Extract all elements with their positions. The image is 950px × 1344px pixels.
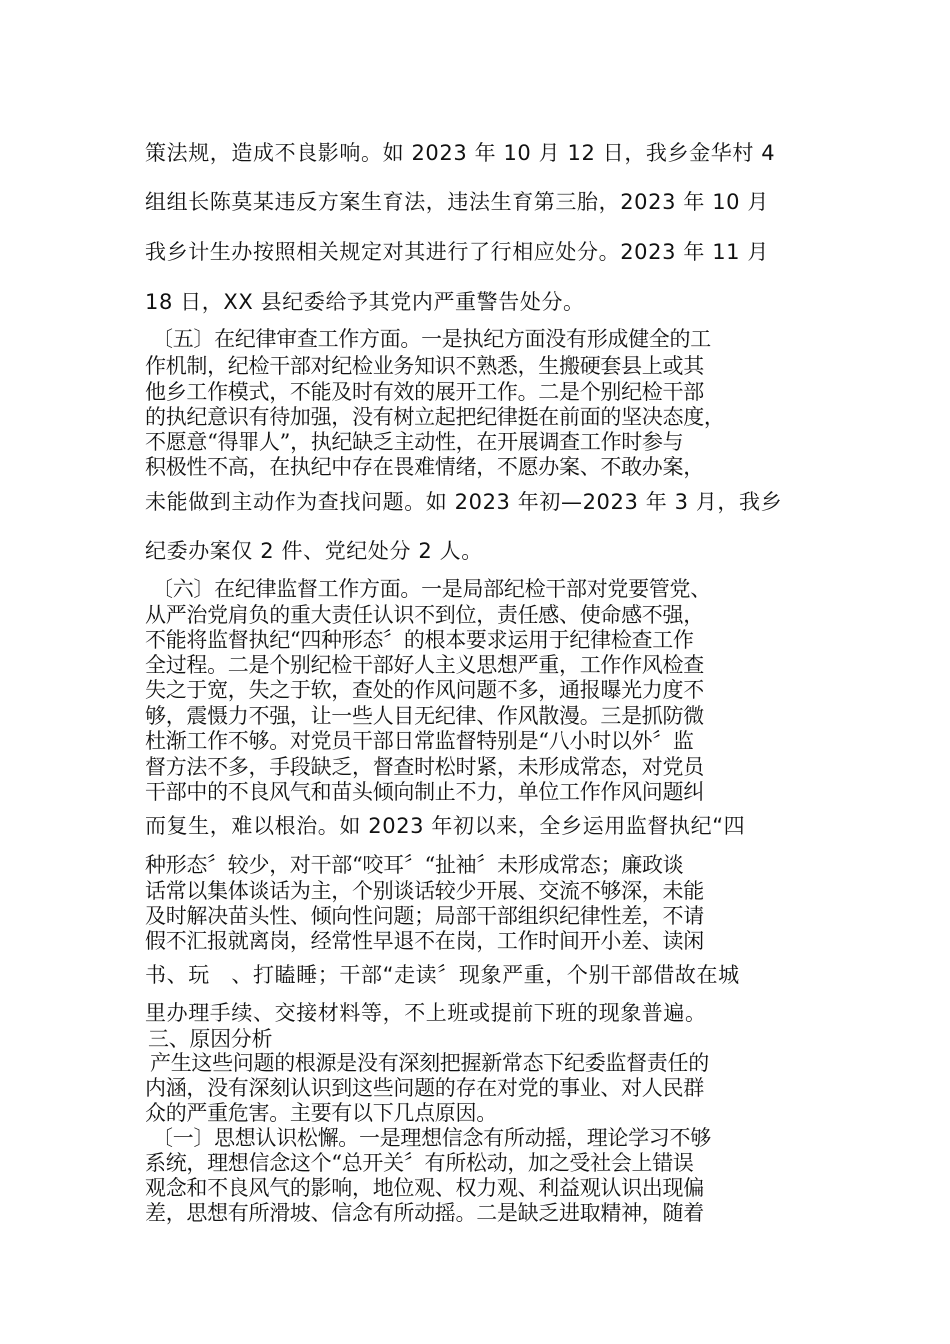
text-line: 内涵，没有深刻认识到这些问题的存在对党的事业、对人民群 — [145, 1076, 704, 1100]
text-line: 产生这些问题的根源是没有深刻把握新常态下纪委监督责任的 — [150, 1051, 709, 1075]
text-line: 组组长陈莫某违反方案生育法，违法生育第三胎，2023 年 10 月 — [145, 190, 769, 214]
text-line: 从严治党肩负的重大责任认识不到位，责任感、使命感不强， — [145, 603, 704, 627]
text-line: 书、玩 、打瞌睡；干部“走读〞现象严重，个别干部借故在城 — [145, 963, 740, 987]
text-line: 众的严重危害。主要有以下几点原因。 — [145, 1101, 497, 1125]
text-line: 未能做到主动作为查找问题。如 2023 年初—2023 年 3 月，我乡 — [145, 490, 783, 514]
text-line: 失之于宽，失之于软，查处的作风问题不多，通报曝光力度不 — [145, 678, 704, 702]
text-line: 不能将监督执纪“四种形态〞的根本要求运用于纪律检查工作 — [145, 628, 694, 652]
text-line: 纪委办案仅 2 件、党纪处分 2 人。 — [145, 539, 483, 563]
text-line: 差，思想有所滑坡、信念有所动摇。二是缺乏进取精神，随着 — [145, 1201, 704, 1225]
text-line: 督方法不多，手段缺乏，督查时松时紧，未形成常态，对党员 — [145, 755, 704, 779]
text-line: 不愿意“得罪人”，执纪缺乏主动性，在开展调查工作时参与 — [145, 430, 684, 454]
text-line: 全过程。二是个别纪检干部好人主义思想严重，工作作风检查 — [145, 653, 704, 677]
text-line: 假不汇报就离岗，经常性早退不在岗，工作时间开小差、读闲 — [145, 929, 704, 953]
text-line: 的执纪意识有待加强，没有树立起把纪律挺在前面的坚决态度， — [145, 405, 725, 429]
text-line: 杜渐工作不够。对党员干部日常监督特别是“八小时以外〞监 — [145, 729, 694, 753]
text-line: 系统，理想信念这个“总开关〞有所松动，加之受社会上错误 — [145, 1151, 694, 1175]
text-line: 策法规，造成不良影响。如 2023 年 10 月 12 日，我乡金华村 4 — [145, 141, 776, 165]
text-line: 观念和不良风气的影响，地位观、权力观、利益观认识出现偏 — [145, 1176, 704, 1200]
text-line: 〔六〕在纪律监督工作方面。一是局部纪检干部对党要管党、 — [152, 577, 711, 601]
text-line: 作机制，纪检干部对纪检业务知识不熟悉，生搬硬套县上或其 — [145, 354, 704, 378]
text-line: 〔五〕在纪律审查工作方面。一是执纪方面没有形成健全的工 — [152, 327, 711, 351]
text-line: 干部中的不良风气和苗头倾向制止不力，单位工作作风问题纠 — [145, 780, 704, 804]
text-line: 够，震慑力不强，让一些人目无纪律、作风散漫。三是抓防微 — [145, 704, 704, 728]
text-line: 话常以集体谈话为主，个别谈话较少开展、交流不够深，未能 — [145, 879, 704, 903]
text-line: 及时解决苗头性、倾向性问题；局部干部组织纪律性差，不请 — [145, 904, 704, 928]
text-line: 18 日，XX 县纪委给予其党内严重警告处分。 — [145, 290, 585, 314]
section-heading: 三、原因分析 — [148, 1027, 273, 1051]
text-line: 我乡计生办按照相关规定对其进行了行相应处分。2023 年 11 月 — [145, 240, 769, 264]
text-line: 而复生，难以根治。如 2023 年初以来，全乡运用监督执纪“四 — [145, 814, 746, 838]
text-line: 种形态〞较少，对干部“咬耳〞“扯袖〞未形成常态；廉政谈 — [145, 853, 684, 877]
text-line: 他乡工作模式，不能及时有效的展开工作。二是个别纪检干部 — [145, 380, 704, 404]
text-line: 〔一〕思想认识松懈。一是理想信念有所动摇，理论学习不够 — [152, 1126, 711, 1150]
text-line: 里办理手续、交接材料等，不上班或提前下班的现象普遍。 — [145, 1001, 707, 1025]
text-line: 积极性不高，在执纪中存在畏难情绪，不愿办案、不敢办案， — [145, 455, 704, 479]
